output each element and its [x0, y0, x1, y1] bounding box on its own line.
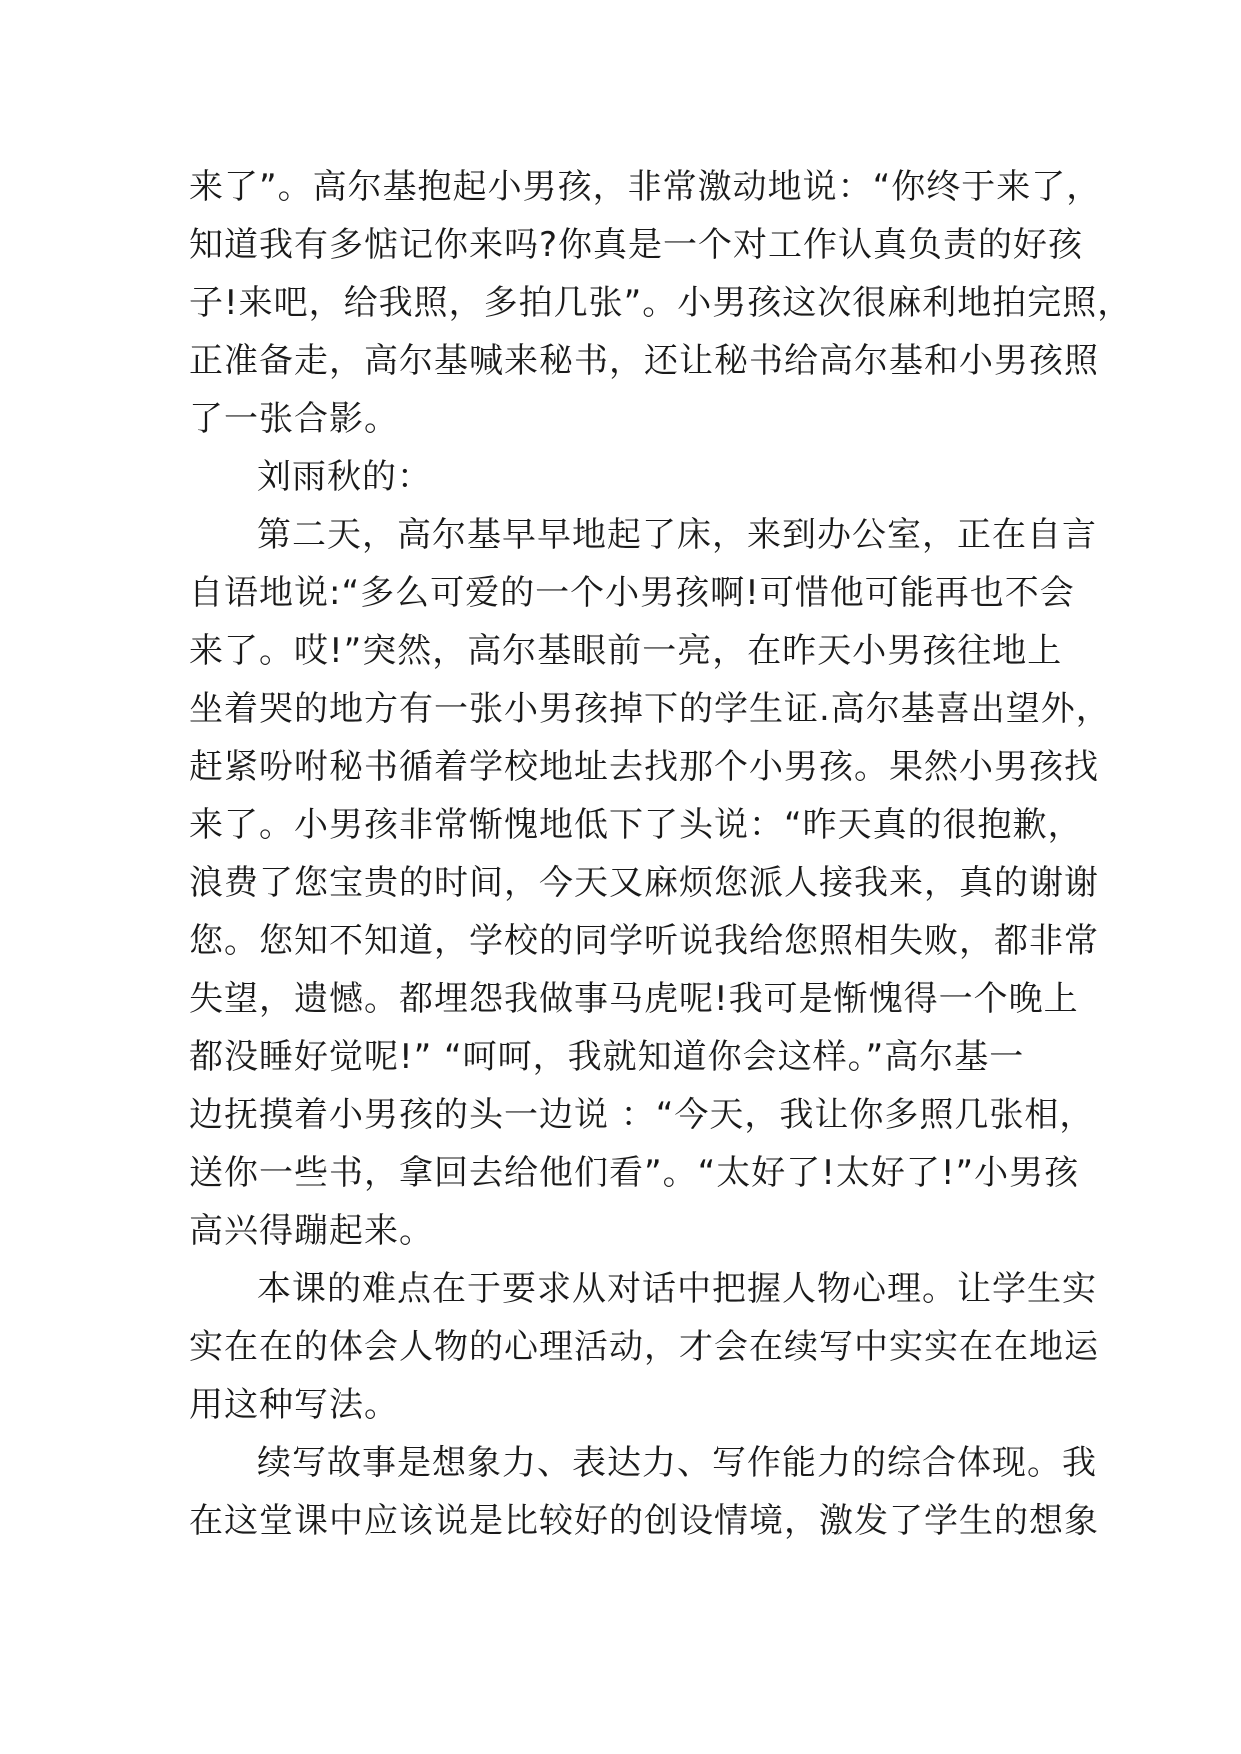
text-line: 来了。小男孩非常惭愧地低下了头说：“昨天真的很抱歉， — [189, 805, 1083, 845]
text-line: 在这堂课中应该说是比较好的创设情境，激发了学生的想象 — [189, 1501, 1099, 1541]
text-line: 刘雨秋的： — [257, 457, 432, 497]
text-line: 续写故事是想象力、表达力、写作能力的综合体现。我 — [257, 1443, 1097, 1483]
text-line: 实在在的体会人物的心理活动，才会在续写中实实在在地运 — [189, 1327, 1099, 1367]
document-body — [189, 158, 1133, 1550]
text-line: 来了”。高尔基抱起小男孩，非常激动地说：“你终于来了， — [189, 167, 1102, 207]
text-line: 边抚摸着小男孩的头一边说 ：“今天，我让你多照几张相， — [189, 1095, 1095, 1135]
text-line: 您。您知不知道，学校的同学听说我给您照相失败，都非常 — [189, 921, 1099, 961]
text-line: 赶紧吩咐秘书循着学校地址去找那个小男孩。果然小男孩找 — [189, 747, 1099, 787]
text-line: 坐着哭的地方有一张小男孩掉下的学生证.高尔基喜出望外， — [189, 689, 1111, 729]
text-line: 高兴得蹦起来。 — [189, 1211, 434, 1251]
text-line: 用这种写法。 — [189, 1385, 399, 1425]
text-line: 浪费了您宝贵的时间，今天又麻烦您派人接我来，真的谢谢 — [189, 863, 1099, 903]
text-line: 送你一些书，拿回去给他们看”。“太好了!太好了!”小男孩 — [189, 1153, 1080, 1193]
text-line: 正准备走，高尔基喊来秘书，还让秘书给高尔基和小男孩照 — [189, 341, 1099, 381]
text-line: 子!来吧，给我照，多拍几张”。小男孩这次很麻利地拍完照， — [189, 283, 1133, 323]
text-line: 自语地说:“多么可爱的一个小男孩啊!可惜他可能再也不会 — [189, 573, 1075, 613]
text-line: 知道我有多惦记你来吗?你真是一个对工作认真负责的好孩 — [189, 225, 1084, 265]
text-line: 了一张合影。 — [189, 399, 399, 439]
text-line: 失望，遗憾。都埋怨我做事马虎呢!我可是惭愧得一个晚上 — [189, 979, 1079, 1019]
text-line: 第二天，高尔基早早地起了床，来到办公室，正在自言 — [257, 515, 1097, 555]
text-line: 本课的难点在于要求从对话中把握人物心理。让学生实 — [257, 1269, 1097, 1309]
text-line: 来了。哎!”突然，高尔基眼前一亮，在昨天小男孩往地上 — [189, 631, 1063, 671]
text-line: 都没睡好觉呢!” “呵呵，我就知道你会这样。”高尔基一 — [189, 1037, 1025, 1077]
